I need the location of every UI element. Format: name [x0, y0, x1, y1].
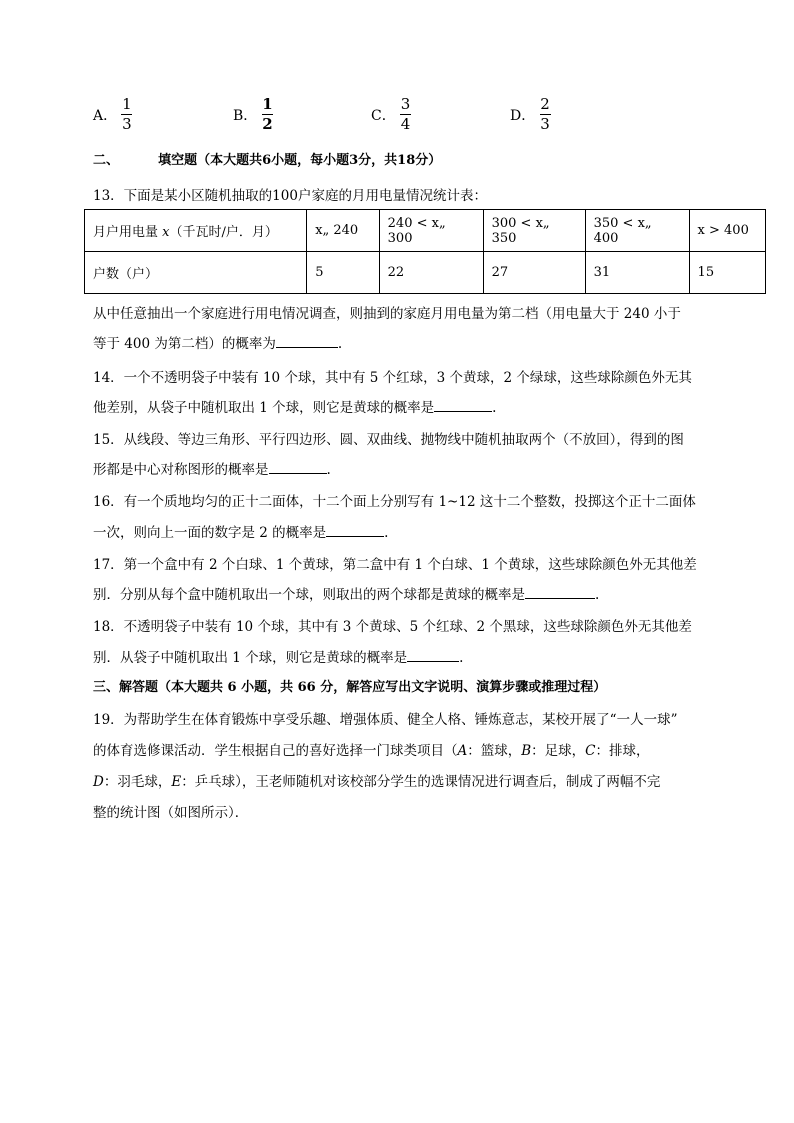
q19-line4: 整的统计图（如图所示）．	[93, 805, 249, 821]
q14-line2	[93, 396, 496, 416]
cell-text: 月户用电量	[93, 225, 163, 240]
q19-text: ：排球，	[595, 743, 650, 759]
table-cell: x„ 240	[307, 210, 379, 252]
table-cell: 15	[689, 252, 765, 294]
option-letter: A．	[93, 107, 118, 124]
q18-text: 别．从袋子中随机取出 1 个球，则它是黄球的概率是	[93, 650, 408, 666]
answer-options	[93, 96, 613, 136]
q19-text: ：羽毛球，	[103, 774, 172, 790]
answer-blank[interactable]	[434, 399, 492, 412]
section-3-heading: 三、解答题（本大题共 6 小题，共 66 分，解答应写出文字说明、演算步骤或推理过程）	[93, 680, 607, 695]
option-fraction	[121, 96, 133, 133]
period: .	[326, 462, 331, 478]
q19-line1: 19．为帮助学生在体育锻炼中享受乐趣、增强体质、健全人格、锤炼意志，某校开展了“一人一球”	[93, 712, 678, 728]
table-row	[85, 252, 766, 294]
label-c: C	[585, 743, 596, 759]
answer-blank[interactable]	[269, 461, 327, 474]
table-cell: 27	[483, 252, 585, 294]
option-d[interactable]	[510, 96, 551, 133]
option-c[interactable]	[371, 96, 411, 133]
q17-line2	[93, 583, 599, 603]
option-b[interactable]	[233, 96, 274, 133]
table-cell: 300 < x„ 350	[483, 210, 585, 252]
q14-line1: 14．一个不透明袋子中装有 10 个球，其中有 5 个红球，3 个黄球，2 个绿球，这些球除颜色外无其	[93, 370, 692, 386]
q13-text: 等于 400 为第二档）的概率为	[93, 336, 276, 352]
q16-text: 一次，则向上一面的数字是 2 的概率是	[93, 525, 327, 541]
q19-text: 的体育选修课活动．学生根据自己的喜好选择一门球类项目（	[93, 743, 458, 759]
q19-text: ：足球，	[531, 743, 586, 759]
option-letter: D．	[510, 107, 536, 124]
table-row	[85, 210, 766, 252]
denominator: 2	[262, 115, 273, 133]
q15-text: 形都是中心对称图形的概率是	[93, 462, 269, 478]
q13-stem: 13．下面是某小区随机抽取的100户家庭的月用电量情况统计表：	[93, 188, 487, 204]
table-cell	[85, 210, 307, 252]
q15-line1: 15．从线段、等边三角形、平行四边形、圆、双曲线、抛物线中随机抽取两个（不放回），得到的图	[93, 432, 684, 448]
variable-x: x	[162, 225, 170, 240]
period: .	[337, 336, 343, 352]
label-a: A	[457, 743, 468, 759]
q15-line2	[93, 458, 331, 478]
option-a[interactable]	[93, 96, 133, 133]
label-d: D	[93, 774, 104, 790]
q13-line2	[93, 332, 342, 352]
option-fraction	[261, 96, 273, 133]
label-e: E	[171, 774, 182, 790]
q18-line1: 18．不透明袋子中装有 10 个球，其中有 3 个黄球、5 个红球、2 个黑球，这些球除颜色外无其他差	[93, 619, 692, 635]
option-letter: B．	[233, 107, 258, 124]
period: .	[459, 650, 464, 666]
section-2-heading	[93, 149, 441, 168]
q19-text: ：乒乓球），王老师随机对该校部分学生的选课情况进行调查后，制成了两幅不完	[181, 774, 661, 790]
option-letter: C．	[371, 107, 396, 124]
q19-line2	[93, 739, 650, 759]
q16-line2	[93, 521, 388, 541]
period: .	[492, 400, 497, 416]
q16-line1: 16．有一个质地均匀的正十二面体，十二个面上分别写有 1~12 这十二个整数，投掷这个正十二面体	[93, 494, 696, 510]
q19-line3	[93, 770, 660, 790]
table-cell: x > 400	[689, 210, 765, 252]
period: .	[384, 525, 389, 541]
period: .	[595, 587, 600, 603]
denominator: 3	[122, 115, 132, 133]
label-b: B	[521, 743, 532, 759]
section-title: 填空题（本大题共6小题，每小题3分，共18分）	[158, 153, 442, 168]
table-cell: 350 < x„ 400	[585, 210, 689, 252]
table-cell: 240 < x„ 300	[379, 210, 483, 252]
option-fraction	[400, 96, 412, 133]
answer-blank[interactable]	[407, 649, 459, 662]
denominator: 4	[400, 115, 411, 133]
table-cell: 22	[379, 252, 483, 294]
answer-blank[interactable]	[276, 335, 338, 348]
table-cell: 31	[585, 252, 689, 294]
usage-stats-table	[84, 209, 766, 294]
table-cell: 5	[307, 252, 379, 294]
table-cell: 户数（户）	[85, 252, 307, 294]
q17-text: 别．分别从每个盒中随机取出一个球，则取出的两个球都是黄球的概率是	[93, 587, 525, 603]
q19-text: ：篮球，	[467, 743, 522, 759]
numerator: 1	[262, 95, 273, 113]
q18-line2	[93, 646, 463, 666]
numerator: 2	[540, 95, 550, 113]
q13-line1: 从中任意抽出一个家庭进行用电情况调查，则抽到的家庭月用电量为第二档（用电量大于 240 小于	[93, 306, 681, 322]
numerator: 3	[400, 95, 411, 113]
cell-text: （千瓦时/户．月）	[169, 225, 278, 240]
option-fraction	[539, 96, 551, 133]
answer-blank[interactable]	[326, 524, 384, 537]
answer-blank[interactable]	[525, 586, 595, 599]
denominator: 3	[540, 115, 550, 133]
section-number: 二、	[93, 153, 120, 168]
q14-text: 他差别，从袋子中随机取出 1 个球，则它是黄球的概率是	[93, 400, 435, 416]
q17-line1: 17．第一个盒中有 2 个白球、1 个黄球，第二盒中有 1 个白球、1 个黄球，这些球除颜色外无其他差	[93, 557, 697, 573]
numerator: 1	[122, 95, 132, 113]
